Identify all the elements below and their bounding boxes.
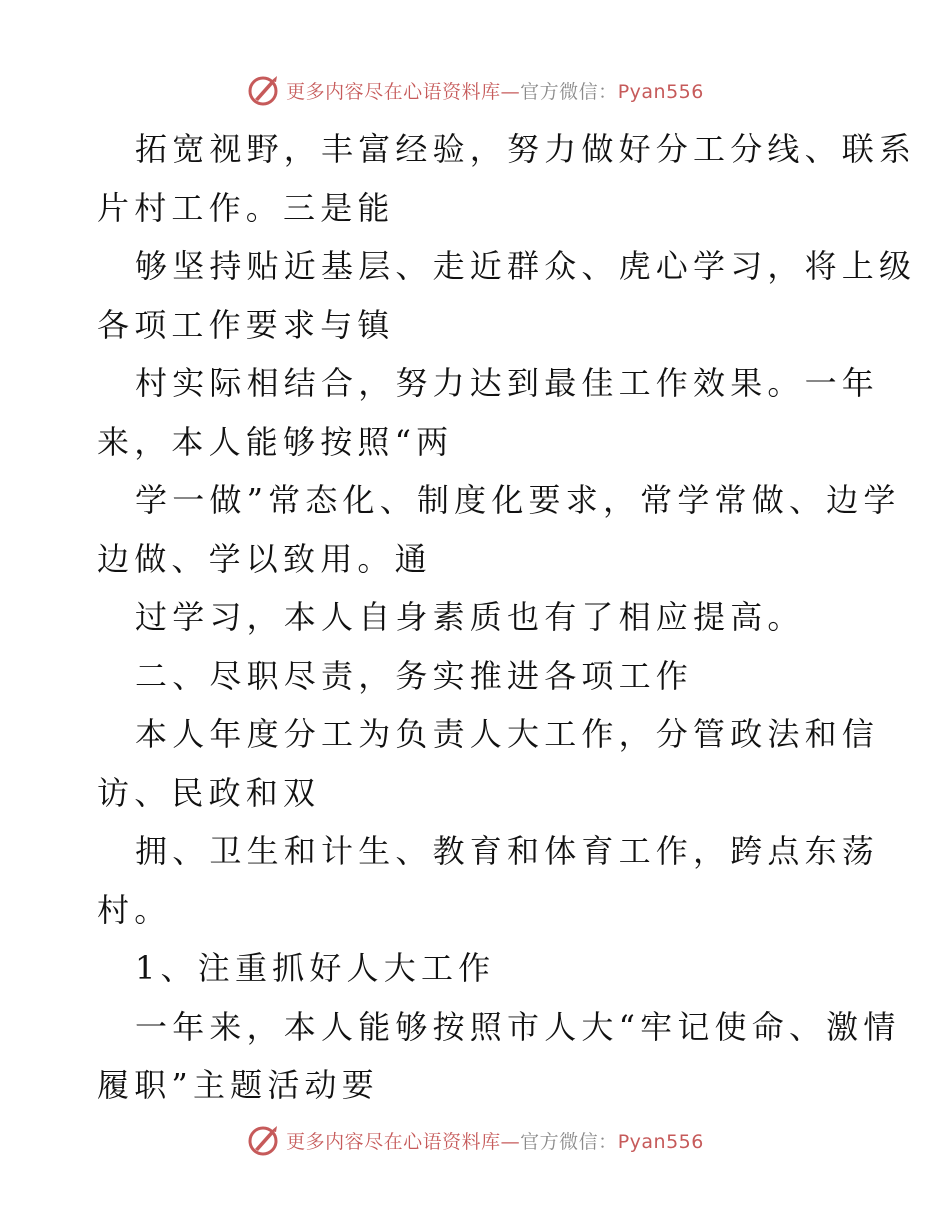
text-line: 来，本人能够按照“两 xyxy=(97,422,454,461)
header-watermark xyxy=(0,70,950,110)
watermark-dash: — xyxy=(500,1130,521,1153)
watermark-wechat-id: Pyan556 xyxy=(617,80,704,103)
text-line: 履职”主题活动要 xyxy=(97,1066,379,1104)
quill-pen-circle-icon xyxy=(246,73,280,107)
watermark-official-label: 官方微信： xyxy=(520,1130,618,1153)
text-line: 本人年度分工为负责人大工作，分管政法和信 xyxy=(135,715,880,753)
watermark-official-label: 官方微信： xyxy=(520,80,618,103)
text-line: 拓宽视野，丰富经验，努力做好分工分线、联系 xyxy=(135,130,917,168)
text-line: 各项工作要求与镇 xyxy=(97,305,395,344)
text-line: 访、民政和双 xyxy=(97,773,321,812)
text-line: 一年来，本人能够按照市人大“牢记使命、激情 xyxy=(135,1007,901,1046)
text-line: 够坚持贴近基层、走近群众、虎心学习，将上级 xyxy=(135,247,917,285)
text-line: 村实际相结合，努力达到最佳工作效果。一年 xyxy=(135,364,880,402)
text-line: 过学习，本人自身素质也有了相应提高。 xyxy=(135,598,805,636)
watermark-main-text: 更多内容尽在心语资料库 xyxy=(286,80,501,103)
text-line: 边做、学以致用。通 xyxy=(97,539,432,578)
watermark-main-text: 更多内容尽在心语资料库 xyxy=(286,1130,501,1153)
footer-watermark xyxy=(0,1120,950,1160)
text-line: 二、尽职尽责，务实推进各项工作 xyxy=(135,656,694,695)
text-line: 学一做”常态化、制度化要求，常学常做、边学 xyxy=(135,481,901,519)
watermark-dash: — xyxy=(500,80,521,103)
document-body xyxy=(97,120,917,1115)
text-line: 拥、卫生和计生、教育和体育工作，跨点东荡 xyxy=(135,832,880,870)
text-line: 片村工作。三是能 xyxy=(97,188,395,227)
watermark-wechat-id: Pyan556 xyxy=(617,1130,704,1153)
text-line: 1、注重抓好人大工作 xyxy=(135,949,496,987)
quill-pen-circle-icon xyxy=(246,1123,280,1157)
text-line: 村。 xyxy=(97,890,172,929)
